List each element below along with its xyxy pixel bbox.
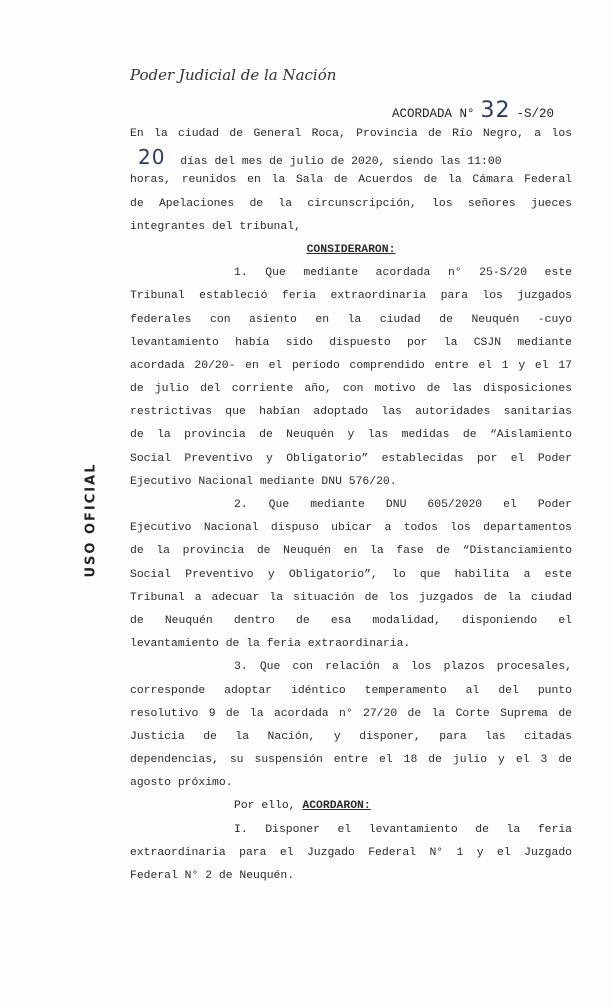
point-2-line: Social Preventivo y Obligatorio”, lo que habilita a este [130, 568, 572, 581]
point-1-line: de julio del corriente año, con motivo de las disposiciones [130, 383, 572, 396]
point-1-line: Tribunal estableció feria extraordinaria para los juzgados [130, 290, 572, 303]
side-stamp-text: USO OFICIAL [83, 462, 99, 578]
day-handwritten: 20 [138, 145, 166, 170]
intro-line: En la ciudad de General Roca, Provincia de Río Negro, a los [130, 128, 572, 140]
resolution-1-line: extraordinaria para el Juzgado Federal N° 1 y el Juzgado [130, 846, 572, 859]
acordada-number-line [392, 98, 554, 123]
acordada-label: ACORDADA N° [392, 107, 475, 121]
point-3-line: dependencias, su suspensión entre el 18 de julio y el 3 de [130, 754, 572, 767]
resolution-1-line: Federal N° 2 de Neuquén. [130, 870, 295, 882]
acordada-number-handwritten: 32 [480, 98, 511, 123]
intro-line-with-day [130, 146, 572, 169]
letterhead: Poder Judicial de la Nación [130, 66, 337, 84]
point-2-line: de la provincia de Neuquén en la fase de “Distanciamiento [130, 545, 572, 558]
point-2-line: Ejecutivo Nacional dispuso ubicar a todos los departamentos [130, 522, 572, 535]
point-3-line: resolutivo 9 de la acordada n° 27/20 de la Corte Suprema de [130, 707, 572, 720]
point-2-line: de Neuquén dentro de esa modalidad, disponiendo el [130, 614, 572, 627]
resolution-1-line: I. Disponer el levantamiento de la feria [234, 823, 572, 836]
point-1-line: 1. Que mediante acordada n° 25-S/20 este [234, 267, 572, 280]
point-1-line: de la provincia de Neuquén y las medidas de “Aislamiento [130, 429, 572, 442]
point-2-line: levantamiento de la feria extraordinaria. [130, 638, 411, 651]
point-1-line: levantamiento había sido dispuesto por la CSJN mediante [130, 336, 572, 349]
resolution-keyword: ACORDARON: [302, 800, 371, 813]
point-1-line: acordada 20/20- en el período comprendido entre el 1 y el 17 [130, 359, 572, 372]
point-1-line: Ejecutivo Nacional mediante DNU 576/20. [130, 475, 397, 488]
point-3-line: 3. Que con relación a los plazos procesales, [234, 661, 572, 674]
point-3-line: agosto próximo. [130, 777, 233, 790]
point-3-line: Justicia de la Nación, y disponer, para las citadas [130, 730, 572, 743]
point-3-line: corresponde adoptar idéntico temperamento al del punto [130, 684, 572, 697]
resolution-heading [130, 795, 572, 818]
point-1-line: federales con asiento en la ciudad de Neuquén -cuyo [130, 313, 572, 326]
point-2-line: Tribunal a adecuar la situación de los juzgados de la ciudad [130, 591, 572, 604]
point-1-line: restrictivas que habían adoptado las autoridades sanitarias [130, 406, 572, 419]
intro-line-rest: días del mes de julio de 2020, siendo las 11:00 [180, 156, 502, 169]
point-1-line: Social Preventivo y Obligatorio” establecidas por el Poder [130, 452, 572, 465]
document-body [130, 123, 572, 888]
point-2-line: 2. Que mediante DNU 605/2020 el Poder [234, 499, 572, 511]
intro-line: de Apelaciones de la circunscripción, los señores jueces [130, 197, 572, 210]
acordada-suffix: -S/20 [516, 107, 555, 121]
intro-line: integrantes del tribunal, [130, 220, 301, 233]
considered-heading: CONSIDERARON: [306, 243, 396, 256]
intro-line: horas, reunidos en la Sala de Acuerdos de la Cámara Federal [130, 174, 572, 187]
side-stamp [78, 462, 104, 578]
resolution-prefix: Por ello, [234, 800, 296, 813]
